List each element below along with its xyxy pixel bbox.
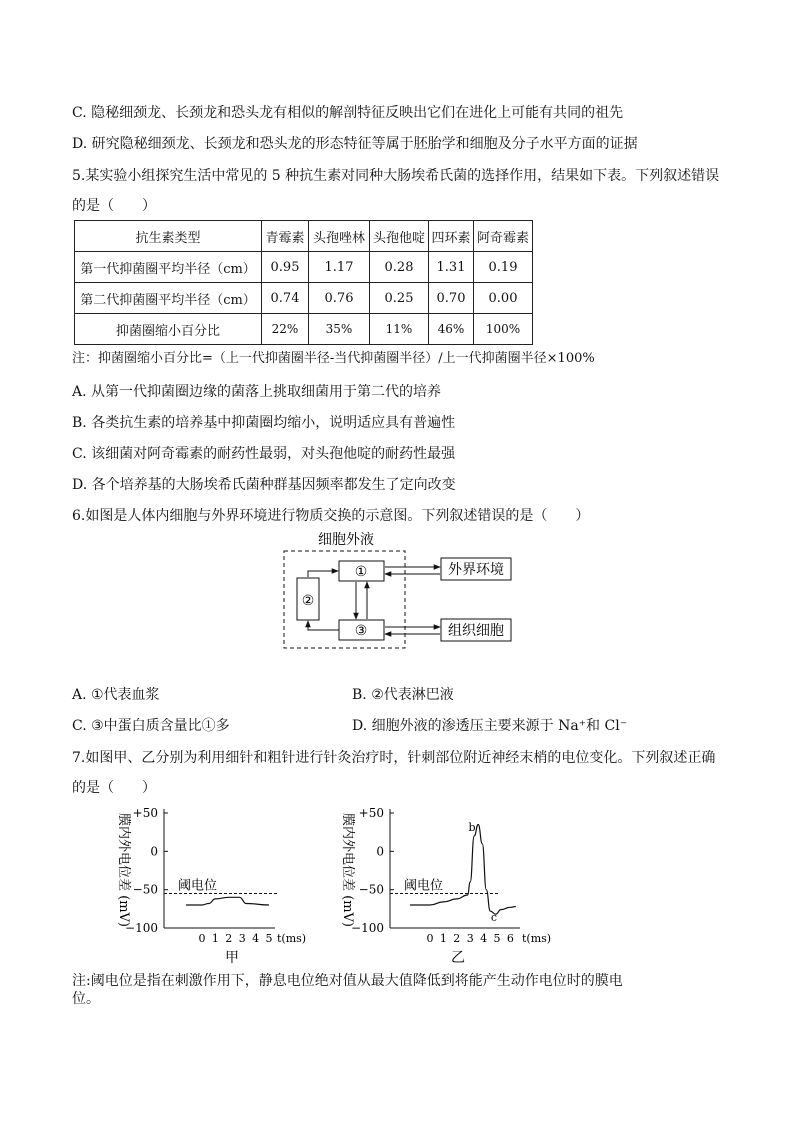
box-2-label: ② — [301, 593, 315, 609]
y-tick-label: −50 — [132, 882, 158, 897]
table-header-cell: 抗生素类型 — [75, 221, 262, 252]
x-tick-label: 4 — [252, 932, 260, 945]
table-cell: 0.95 — [262, 252, 309, 283]
table-cell: 22% — [262, 314, 309, 345]
table-cell: 46% — [429, 314, 474, 345]
y-tick-label: +50 — [358, 806, 384, 820]
q5-option-d: D. 各个培养基的大肠埃希氏菌种群基因频率都发生了定向改变 — [72, 477, 456, 493]
table-header-cell: 阿奇霉素 — [474, 221, 533, 252]
frame-label: 细胞外液 — [318, 532, 374, 548]
chart-title: 乙 — [451, 950, 465, 966]
box-1-label: ① — [354, 564, 368, 580]
x-tick-label: 6 — [506, 932, 514, 945]
table-cell: 1.17 — [309, 252, 370, 283]
q5-option-a: A. 从第一代抑菌圈边缘的菌落上挑取细菌用于第二代的培养 — [72, 384, 442, 400]
table-header-cell: 青霉素 — [262, 221, 309, 252]
x-tick-label: 0 — [198, 932, 206, 945]
x-tick-label: 3 — [466, 932, 474, 945]
chart-jia — [116, 806, 306, 966]
q6-option-c: C. ③中蛋白质含量比①多 — [72, 718, 230, 734]
x-axis-unit: t(ms) — [522, 932, 552, 945]
trough-label-c: c — [490, 911, 498, 924]
q5-note: 注：抑菌圈缩小百分比=（上一代抑菌圈半径-当代抑菌圈半径）/上一代抑菌圈半径×100% — [72, 351, 595, 366]
table-header-cell: 四环素 — [429, 221, 474, 252]
q6-option-b: B. ②代表淋巴液 — [352, 687, 454, 703]
y-tick-label: +50 — [132, 806, 158, 820]
x-tick-label: 3 — [238, 932, 246, 945]
q5-option-b: B. 各类抗生素的培养基中抑菌圈均缩小，说明适应具有普遍性 — [72, 415, 456, 431]
x-tick-label: 5 — [265, 932, 273, 945]
box-3-label: ③ — [354, 623, 368, 639]
threshold-label: 阈电位 — [178, 878, 218, 894]
chart-title: 甲 — [225, 950, 239, 966]
y-tick-label: −100 — [351, 921, 384, 935]
x-tick-label: 4 — [480, 932, 488, 945]
peak-label-b: b — [468, 821, 476, 834]
q4-option-c: C. 隐秘细颈龙、长颈龙和恐头龙有相似的解剖特征反映出它们在进化上可能有共同的祖先 — [72, 105, 624, 121]
y-tick-label: −50 — [358, 882, 384, 897]
q7-stem-line1: 7.如图甲、乙分别为利用细针和粗针进行针灸治疗时，针刺部位附近神经末梢的电位变化。下列叙述正确 — [72, 750, 716, 766]
x-tick-label: 2 — [225, 932, 233, 945]
table-cell: 0.19 — [474, 252, 533, 283]
q6-option-a: A. ①代表血浆 — [72, 687, 160, 703]
chart-yi — [340, 806, 551, 966]
table-cell: 11% — [370, 314, 429, 345]
q7-note-line2: 位。 — [72, 991, 100, 1007]
y-axis-label: 膜内外电位差 (mV) — [340, 813, 355, 927]
x-tick-label: 1 — [211, 932, 219, 945]
q5-option-c: C. 该细菌对阿奇霉素的耐药性最弱，对头孢他啶的耐药性最强 — [72, 446, 456, 462]
table-cell: 0.70 — [429, 283, 474, 314]
x-tick-label: 0 — [426, 932, 434, 945]
table-cell: 100% — [474, 314, 533, 345]
table-cell: 0.00 — [474, 283, 533, 314]
q4-option-d: D. 研究隐秘细颈龙、长颈龙和恐头龙的形态特征等属于胚胎学和细胞及分子水平方面的证据 — [72, 136, 638, 152]
x-tick-label: 1 — [439, 932, 447, 945]
table-header-cell: 头孢唑林 — [309, 221, 370, 252]
table-cell: 35% — [309, 314, 370, 345]
table-cell: 0.25 — [370, 283, 429, 314]
outer-environment-label: 外界环境 — [448, 562, 504, 578]
y-tick-label: 0 — [376, 844, 384, 859]
q6-stem: 6.如图是人体内细胞与外界环境进行物质交换的示意图。下列叙述错误的是（ ） — [72, 508, 590, 524]
table-cell: 1.31 — [429, 252, 474, 283]
y-axis-label: 膜内外电位差 (mV) — [116, 813, 131, 927]
y-tick-label: 0 — [150, 844, 158, 859]
q5-stem-line1: 5.某实验小组探究生活中常见的 5 种抗生素对同种大肠埃希氏菌的选择作用，结果如下表。下列叙述错误 — [72, 168, 720, 184]
threshold-label: 阈电位 — [404, 878, 444, 894]
table-cell: 0.76 — [309, 283, 370, 314]
table-cell: 0.74 — [262, 283, 309, 314]
potential-curve — [410, 825, 516, 915]
x-axis-unit: t(ms) — [277, 932, 307, 945]
potential-curve — [186, 897, 269, 905]
table-cell: 第二代抑菌圈平均半径（cm） — [75, 283, 262, 314]
q5-stem-line2: 的是（ ） — [72, 198, 156, 214]
table-cell: 抑菌圈缩小百分比 — [75, 314, 262, 345]
table-header-cell: 头孢他啶 — [370, 221, 429, 252]
y-tick-label: −100 — [125, 921, 158, 935]
tissue-cell-label: 组织细胞 — [448, 623, 504, 639]
q7-note-line1: 注:阈电位是指在刺激作用下，静息电位绝对值从最大值降低到将能产生动作电位时的膜电 — [72, 973, 623, 989]
table-cell: 0.28 — [370, 252, 429, 283]
q6-option-d: D. 细胞外液的渗透压主要来源于 Na⁺和 Cl⁻ — [352, 718, 628, 734]
x-tick-label: 2 — [453, 932, 461, 945]
table-cell: 第一代抑菌圈平均半径（cm） — [75, 252, 262, 283]
q7-stem-line2: 的是（ ） — [72, 780, 156, 796]
x-tick-label: 5 — [493, 932, 501, 945]
